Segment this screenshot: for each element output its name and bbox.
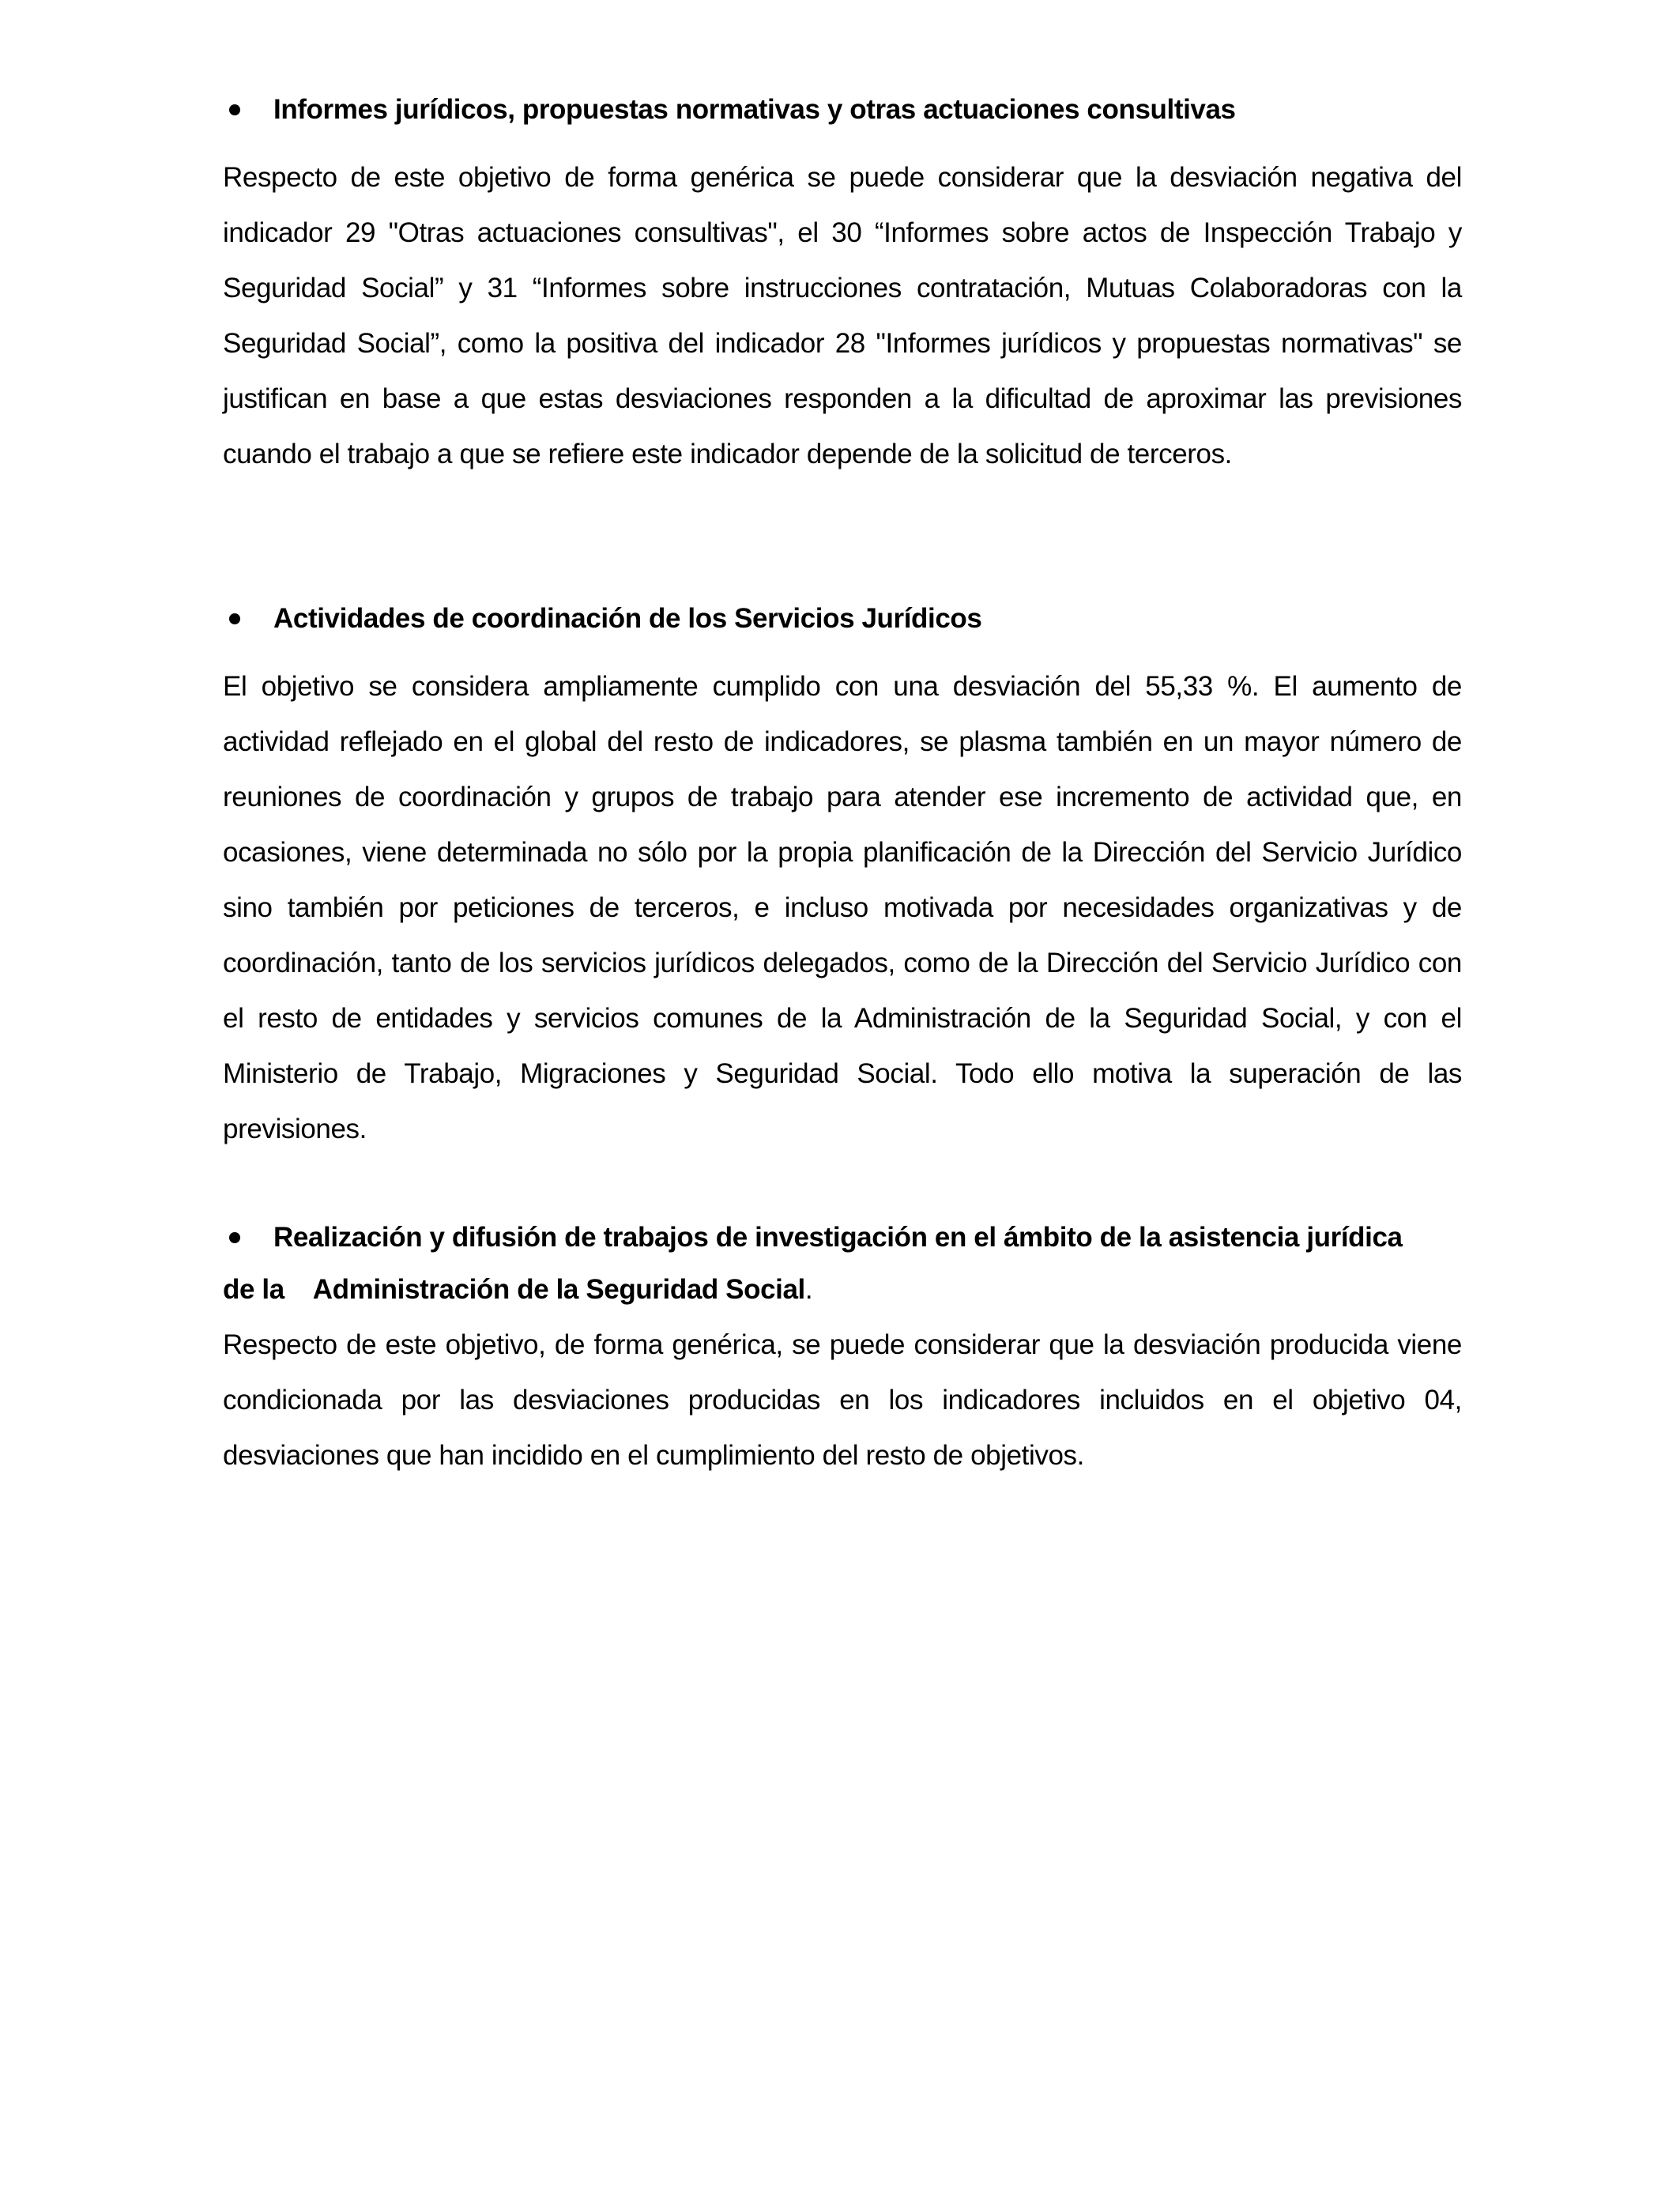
section-heading-continuation-text: de la Administración de la Seguridad Social (223, 1274, 805, 1305)
section-heading (223, 1210, 1462, 1265)
section-heading-continuation (223, 1262, 1462, 1318)
section-heading (223, 82, 1462, 138)
section-informes-juridicos (223, 82, 1462, 482)
section-heading-text: Actividades de coordinación de los Servicios Jurídicos (273, 603, 982, 634)
section-heading-period: . (804, 1274, 813, 1305)
bullet-icon (229, 1232, 240, 1243)
bullet-icon (229, 104, 240, 115)
section-body: Respecto de este objetivo de forma genérica se puede considerar que la desviación negativa del indicador 29 "Otras actuaciones consultivas", el 30 “Informes sobre actos de Inspección Trabajo y Seguridad Social” y 31 “Informes sobre instrucciones contratación, Mutuas Colaboradoras con la Seguridad Social”, como la positiva del indicador 28 "Informes jurídicos y propuestas normativas" se justifican en base a que estas desviaciones responden a la dificultad de aproximar las previsiones cuando el trabajo a que se refiere este indicador depende de la solicitud de terceros. (223, 162, 1462, 469)
section-body: El objetivo se considera ampliamente cumplido con una desviación del 55,33 %. El aumento de actividad reflejado en el global del resto de indicadores, se plasma también en un mayor número de reuniones de coordinación y grupos de trabajo para atender ese incremento de actividad que, en ocasiones, viene determinada no sólo por la propia planificación de la Dirección del Servicio Jurídico sino también por peticiones de terceros, e incluso motivada por necesidades organizativas y de coordinación, tanto de los servicios jurídicos delegados, como de la Dirección del Servicio Jurídico con el resto de entidades y servicios comunes de la Administración de la Seguridad Social, y con el Ministerio de Trabajo, Migraciones y Seguridad Social. Todo ello motiva la superación de las previsiones. (223, 671, 1462, 1144)
section-actividades-coordinacion (223, 591, 1462, 1157)
bullet-icon (229, 613, 240, 624)
section-investigacion (223, 1210, 1462, 1483)
section-body: Respecto de este objetivo, de forma genérica, se puede considerar que la desviación producida viene condicionada por las desviaciones producidas en los indicadores incluidos en el objetivo 04, desviaciones que han incidido en el cumplimiento del resto de objetivos. (223, 1329, 1462, 1471)
section-heading-text: Informes jurídicos, propuestas normativas y otras actuaciones consultivas (273, 94, 1236, 125)
section-heading (223, 591, 1462, 647)
section-heading-text: Realización y difusión de trabajos de investigación en el ámbito de la asistencia jurídica (273, 1222, 1403, 1253)
